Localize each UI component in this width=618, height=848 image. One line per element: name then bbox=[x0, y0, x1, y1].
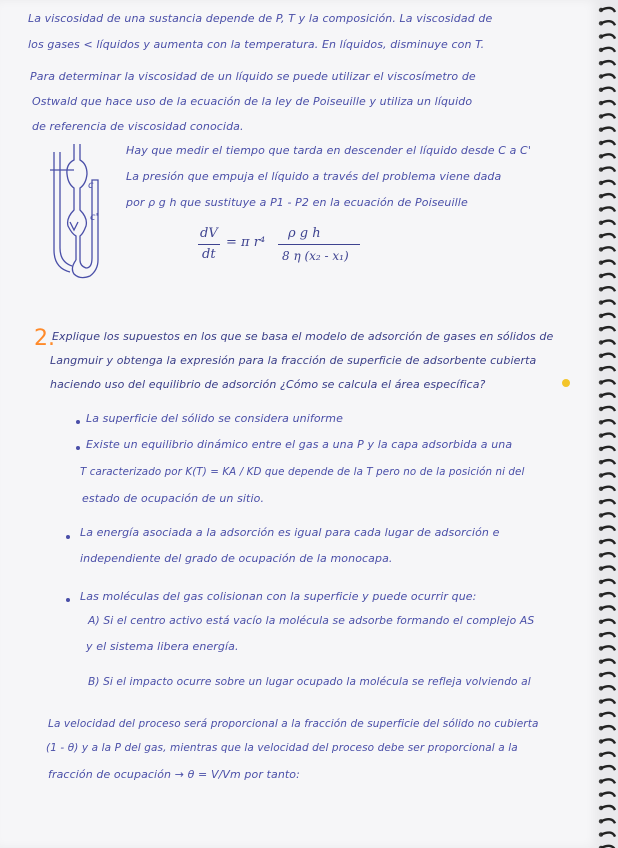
binding-coil bbox=[601, 234, 615, 238]
text-line: La presión que empuja el líquido a través del problema viene dada bbox=[126, 170, 502, 183]
text-line: B) Si el impacto ocurre sobre un lugar ocupado la molécula se refleja volviendo al bbox=[88, 676, 531, 688]
fraction-bar bbox=[198, 244, 220, 245]
binding-coil bbox=[601, 739, 615, 743]
binding-coil bbox=[601, 287, 615, 291]
binding-coil bbox=[601, 274, 615, 278]
binding-coil bbox=[601, 261, 615, 265]
text-line: de referencia de viscosidad conocida. bbox=[32, 120, 244, 133]
bullet-dot bbox=[76, 420, 80, 424]
binding-coil bbox=[601, 819, 615, 823]
viscometer-sketch bbox=[40, 140, 120, 285]
binding-coil bbox=[601, 487, 615, 491]
formula-rhs-denominator: 8 η (x₂ - x₁) bbox=[282, 249, 349, 263]
bullet-dot bbox=[76, 446, 80, 450]
binding-coil bbox=[601, 726, 615, 730]
question-line: haciendo uso del equilibrio de adsorción ¿Cómo se calcula el área específica? bbox=[50, 378, 486, 391]
formula-lhs-denominator: dt bbox=[202, 247, 216, 262]
binding-coil bbox=[601, 460, 615, 464]
binding-coil bbox=[601, 367, 615, 371]
binding-coil bbox=[601, 394, 615, 398]
fraction-bar bbox=[278, 244, 360, 245]
text-line: (1 - θ) y a la P del gas, mientras que la velocidad del proceso debe ser proporcional a la bbox=[46, 742, 518, 754]
binding-coil bbox=[601, 181, 615, 185]
text-line: La viscosidad de una sustancia depende de P, T y la composición. La viscosidad de bbox=[28, 12, 493, 25]
binding-coil bbox=[601, 194, 615, 198]
text-line: y el sistema libera energía. bbox=[86, 640, 239, 653]
binding-coil bbox=[601, 553, 615, 557]
binding-coil bbox=[601, 540, 615, 544]
binding-coil bbox=[601, 806, 615, 810]
text-line: Para determinar la viscosidad de un líquido se puede utilizar el viscosímetro de bbox=[30, 70, 476, 83]
spiral-binding bbox=[598, 0, 618, 848]
text-line: por ρ g h que sustituye a P1 - P2 en la ecuación de Poiseuille bbox=[126, 196, 468, 209]
text-line: independiente del grado de ocupación de la monocapa. bbox=[80, 552, 393, 565]
binding-coil bbox=[601, 753, 615, 757]
binding-coil bbox=[601, 713, 615, 717]
binding-coil bbox=[601, 314, 615, 318]
binding-coil bbox=[601, 434, 615, 438]
binding-coil bbox=[601, 420, 615, 424]
binding-coil bbox=[601, 301, 615, 305]
text-line: los gases < líquidos y aumenta con la temperatura. En líquidos, disminuye con T. bbox=[28, 38, 485, 51]
text-line: La energía asociada a la adsorción es igual para cada lugar de adsorción e bbox=[80, 526, 500, 539]
binding-coil bbox=[601, 101, 615, 105]
text-line: Hay que medir el tiempo que tarda en descender el líquido desde C a C' bbox=[126, 144, 531, 157]
binding-coil bbox=[601, 168, 615, 172]
text-line: La velocidad del proceso será proporcional a la fracción de superficie del sólido no cubierta bbox=[48, 718, 539, 730]
binding-coil bbox=[601, 74, 615, 78]
binding-coil bbox=[601, 327, 615, 331]
binding-coil bbox=[601, 447, 615, 451]
binding-coil bbox=[601, 35, 615, 39]
formula-lhs-numerator: dV bbox=[200, 226, 218, 241]
text-line: A) Si el centro activo está vacío la molécula se adsorbe formando el complejo AS bbox=[88, 614, 535, 627]
binding-coil bbox=[601, 114, 615, 118]
formula-rhs-numerator: ρ g h bbox=[288, 226, 321, 241]
text-line: Las moléculas del gas colisionan con la superficie y puede ocurrir que: bbox=[80, 590, 477, 603]
binding-coil bbox=[601, 154, 615, 158]
text-line: T caracterizado por K(T) = KA / KD que depende de la T pero no de la posición ni del bbox=[80, 466, 525, 478]
binding-coil bbox=[601, 833, 615, 837]
text-line: fracción de ocupación → θ = V/Vm por tanto: bbox=[48, 768, 300, 781]
text-line: La superficie del sólido se considera uniforme bbox=[86, 412, 343, 425]
highlight-dot bbox=[562, 379, 570, 387]
binding-coil bbox=[601, 473, 615, 477]
binding-coil bbox=[601, 141, 615, 145]
text-line: Existe un equilibrio dinámico entre el gas a una P y la capa adsorbida a una bbox=[86, 438, 513, 451]
point-label-c: c bbox=[88, 180, 94, 191]
text-line: Ostwald que hace uso de la ecuación de la ley de Poiseuille y utiliza un líquido bbox=[32, 95, 473, 108]
binding-coil bbox=[601, 593, 615, 597]
binding-coil bbox=[601, 580, 615, 584]
binding-coil bbox=[601, 620, 615, 624]
binding-coil bbox=[601, 354, 615, 358]
binding-coil bbox=[601, 48, 615, 52]
binding-coil bbox=[601, 380, 615, 384]
binding-coil bbox=[601, 8, 615, 12]
question-number: 2. bbox=[34, 326, 55, 351]
binding-coil bbox=[601, 633, 615, 637]
text-line: estado de ocupación de un sitio. bbox=[82, 492, 265, 505]
binding-coil bbox=[601, 207, 615, 211]
bullet-dot bbox=[66, 598, 70, 602]
binding-coil bbox=[601, 340, 615, 344]
binding-coil bbox=[601, 660, 615, 664]
binding-coil bbox=[601, 766, 615, 770]
binding-coil bbox=[601, 21, 615, 25]
binding-coil bbox=[601, 793, 615, 797]
binding-coil bbox=[601, 61, 615, 65]
bullet-dot bbox=[66, 535, 70, 539]
binding-coil bbox=[601, 700, 615, 704]
binding-coil bbox=[601, 513, 615, 517]
binding-coil bbox=[601, 407, 615, 411]
point-label-c-prime: c' bbox=[90, 212, 99, 223]
question-line: Explique los supuestos en los que se basa el modelo de adsorción de gases en sólidos de bbox=[52, 330, 554, 343]
binding-coil bbox=[601, 247, 615, 251]
binding-coil bbox=[601, 88, 615, 92]
binding-coil bbox=[601, 646, 615, 650]
binding-coil bbox=[601, 673, 615, 677]
binding-coil bbox=[601, 567, 615, 571]
binding-coil bbox=[601, 686, 615, 690]
binding-coil bbox=[601, 606, 615, 610]
binding-coil bbox=[601, 779, 615, 783]
binding-coil bbox=[601, 221, 615, 225]
binding-coil bbox=[601, 527, 615, 531]
formula-middle: = π r⁴ bbox=[226, 235, 266, 250]
question-line: Langmuir y obtenga la expresión para la fracción de superficie de adsorbente cubierta bbox=[50, 354, 537, 367]
binding-coil bbox=[601, 128, 615, 132]
binding-coil bbox=[601, 500, 615, 504]
